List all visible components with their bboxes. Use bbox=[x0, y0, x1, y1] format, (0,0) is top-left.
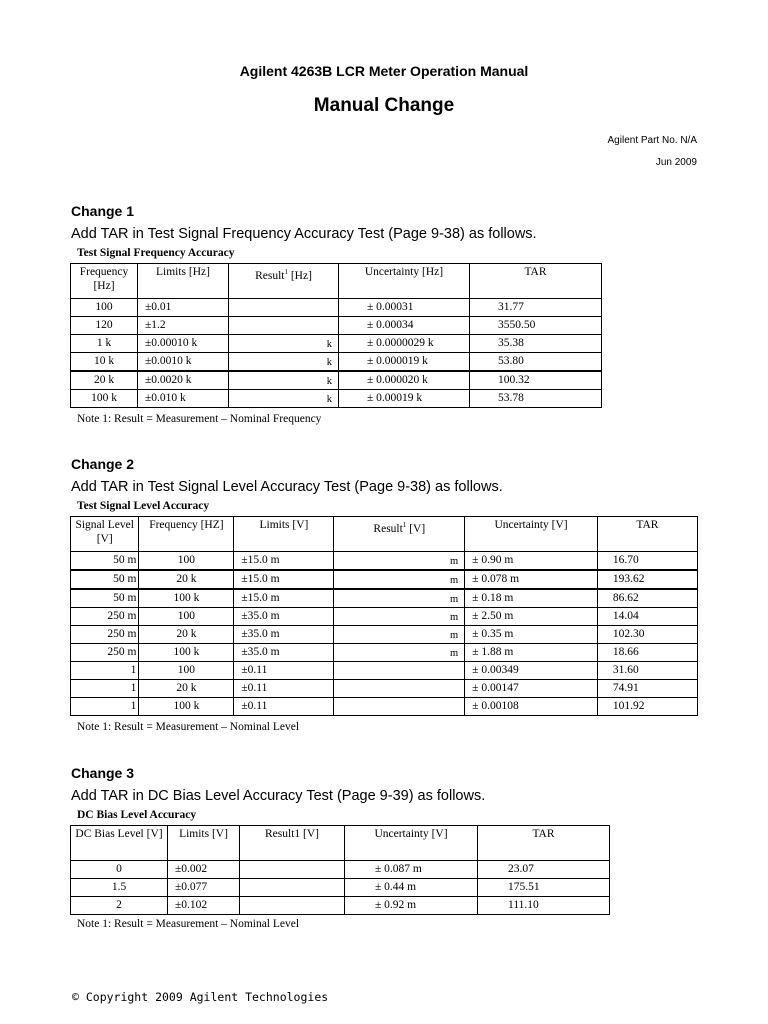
cell-frequency: 100 bbox=[139, 608, 234, 626]
cell-limits: ±0.010 k bbox=[138, 390, 229, 408]
header-result: Result$^1$ [Hz] bbox=[229, 264, 339, 299]
cell-level: 50 m bbox=[71, 570, 139, 589]
cell-result: m bbox=[334, 626, 465, 644]
change-1-description: Add TAR in Test Signal Frequency Accuracy Test (Page 9-38) as follows. bbox=[71, 226, 537, 242]
change-3-description: Add TAR in DC Bias Level Accuracy Test (Page 9-39) as follows. bbox=[71, 788, 486, 804]
cell-tar: 100.32 bbox=[470, 371, 602, 390]
cell-result bbox=[229, 299, 339, 317]
cell-frequency: 100 k bbox=[139, 698, 234, 716]
cell-tar: 35.38 bbox=[470, 335, 602, 353]
table-header-row bbox=[71, 517, 698, 552]
cell-uncertainty: ± 0.00034 bbox=[339, 317, 470, 335]
table-row bbox=[71, 626, 698, 644]
cell-result: k bbox=[229, 371, 339, 390]
cell-frequency: 100 k bbox=[139, 589, 234, 608]
cell-tar: 101.92 bbox=[597, 698, 697, 716]
cell-frequency: 20 k bbox=[139, 626, 234, 644]
table-1-note: Note 1: Result = Measurement – Nominal Frequency bbox=[77, 413, 322, 425]
cell-result: m bbox=[334, 644, 465, 662]
table-1-title: Test Signal Frequency Accuracy bbox=[77, 247, 235, 259]
table-2-note: Note 1: Result = Measurement – Nominal Level bbox=[77, 721, 300, 733]
cell-result bbox=[240, 897, 345, 915]
cell-limits: ±15.0 m bbox=[234, 570, 334, 589]
cell-uncertainty: ± 0.00108 bbox=[465, 698, 598, 716]
document-title: Agilent 4263B LCR Meter Operation Manual bbox=[239, 63, 529, 79]
cell-frequency: 100 k bbox=[71, 390, 138, 408]
table-row bbox=[71, 353, 602, 372]
cell-level: 250 m bbox=[71, 608, 139, 626]
header-limits: Limits [V] bbox=[168, 826, 240, 861]
cell-limits: ±0.11 bbox=[234, 662, 334, 680]
cell-limits: ±0.0020 k bbox=[138, 371, 229, 390]
cell-level: 250 m bbox=[71, 644, 139, 662]
cell-frequency: 20 k bbox=[139, 570, 234, 589]
cell-level: 1.5 bbox=[71, 879, 168, 897]
change-1-heading: Change 1 bbox=[71, 203, 135, 219]
cell-limits: ±0.002 bbox=[168, 861, 240, 879]
table-row bbox=[71, 317, 602, 335]
cell-level: 0 bbox=[71, 861, 168, 879]
cell-result: m bbox=[334, 608, 465, 626]
table-row bbox=[71, 608, 698, 626]
table-row bbox=[71, 371, 602, 390]
cell-result: k bbox=[229, 335, 339, 353]
cell-result: m bbox=[334, 589, 465, 608]
cell-result bbox=[334, 698, 465, 716]
cell-uncertainty: ± 0.00147 bbox=[465, 680, 598, 698]
cell-level: 50 m bbox=[71, 552, 139, 571]
cell-frequency: 120 bbox=[71, 317, 138, 335]
cell-frequency: 10 k bbox=[71, 353, 138, 372]
table-row bbox=[71, 662, 698, 680]
cell-tar: 175.51 bbox=[478, 879, 610, 897]
table-3-title: DC Bias Level Accuracy bbox=[77, 809, 197, 821]
change-3-heading: Change 3 bbox=[71, 765, 135, 781]
cell-limits: ±15.0 m bbox=[234, 589, 334, 608]
cell-uncertainty: ± 0.00019 k bbox=[339, 390, 470, 408]
table-row bbox=[71, 335, 602, 353]
table-row bbox=[71, 299, 602, 317]
cell-uncertainty: ± 0.18 m bbox=[465, 589, 598, 608]
cell-uncertainty: ± 0.35 m bbox=[465, 626, 598, 644]
cell-uncertainty: ± 0.00349 bbox=[465, 662, 598, 680]
table-row bbox=[71, 861, 610, 879]
change-2-description: Add TAR in Test Signal Level Accuracy Test (Page 9-38) as follows. bbox=[71, 479, 503, 495]
cell-uncertainty: ± 0.44 m bbox=[345, 879, 478, 897]
level-accuracy-table bbox=[70, 516, 698, 716]
cell-level: 50 m bbox=[71, 589, 139, 608]
cell-result bbox=[240, 861, 345, 879]
cell-level: 1 bbox=[71, 662, 139, 680]
frequency-accuracy-table bbox=[70, 263, 602, 408]
header-result: Result1 [V] bbox=[240, 826, 345, 861]
header-uncertainty: Uncertainty [V] bbox=[465, 517, 598, 552]
cell-tar: 53.80 bbox=[470, 353, 602, 372]
cell-limits: ±35.0 m bbox=[234, 644, 334, 662]
cell-tar: 111.10 bbox=[478, 897, 610, 915]
cell-tar: 31.77 bbox=[470, 299, 602, 317]
table-row bbox=[71, 390, 602, 408]
header-signal-level: Signal Level [V] bbox=[71, 517, 139, 552]
cell-level: 1 bbox=[71, 698, 139, 716]
cell-uncertainty: ± 0.000019 k bbox=[339, 353, 470, 372]
header-tar: TAR bbox=[597, 517, 697, 552]
header-frequency: Frequency [HZ] bbox=[139, 517, 234, 552]
cell-tar: 14.04 bbox=[597, 608, 697, 626]
cell-limits: ±0.01 bbox=[138, 299, 229, 317]
header-uncertainty: Uncertainty [V] bbox=[345, 826, 478, 861]
table-row bbox=[71, 698, 698, 716]
cell-tar: 102.30 bbox=[597, 626, 697, 644]
header-dc-bias-level: DC Bias Level [V] bbox=[71, 826, 168, 861]
cell-uncertainty: ± 0.078 m bbox=[465, 570, 598, 589]
cell-limits: ±0.0010 k bbox=[138, 353, 229, 372]
cell-limits: ±0.11 bbox=[234, 680, 334, 698]
cell-uncertainty: ± 0.0000029 k bbox=[339, 335, 470, 353]
cell-uncertainty: ± 0.92 m bbox=[345, 897, 478, 915]
cell-frequency: 100 bbox=[139, 552, 234, 571]
cell-frequency: 20 k bbox=[71, 371, 138, 390]
cell-result: m bbox=[334, 570, 465, 589]
cell-uncertainty: ± 0.000020 k bbox=[339, 371, 470, 390]
cell-tar: 74.91 bbox=[597, 680, 697, 698]
cell-tar: 23.07 bbox=[478, 861, 610, 879]
cell-level: 2 bbox=[71, 897, 168, 915]
header-frequency: Frequency [Hz] bbox=[71, 264, 138, 299]
table-row bbox=[71, 680, 698, 698]
cell-level: 1 bbox=[71, 680, 139, 698]
header-limits: Limits [V] bbox=[234, 517, 334, 552]
header-result: Result$^1$ [V] bbox=[334, 517, 465, 552]
cell-limits: ±0.077 bbox=[168, 879, 240, 897]
copyright-notice: © Copyright 2009 Agilent Technologies bbox=[72, 990, 329, 1004]
table-header-row bbox=[71, 264, 602, 299]
change-2-heading: Change 2 bbox=[71, 456, 135, 472]
table-row bbox=[71, 879, 610, 897]
cell-frequency: 100 bbox=[139, 662, 234, 680]
document-date: Jun 2009 bbox=[655, 157, 697, 168]
cell-uncertainty: ± 0.00031 bbox=[339, 299, 470, 317]
table-3-note: Note 1: Result = Measurement – Nominal Level bbox=[77, 918, 300, 930]
cell-tar: 18.66 bbox=[597, 644, 697, 662]
cell-limits: ±35.0 m bbox=[234, 626, 334, 644]
cell-result bbox=[240, 879, 345, 897]
header-limits: Limits [Hz] bbox=[138, 264, 229, 299]
table-row bbox=[71, 552, 698, 571]
table-row bbox=[71, 570, 698, 589]
cell-tar: 3550.50 bbox=[470, 317, 602, 335]
cell-tar: 31.60 bbox=[597, 662, 697, 680]
cell-tar: 16.70 bbox=[597, 552, 697, 571]
cell-result: m bbox=[334, 552, 465, 571]
page-heading: Manual Change bbox=[313, 95, 455, 116]
table-row bbox=[71, 897, 610, 915]
part-number: Agilent Part No. N/A bbox=[607, 135, 697, 146]
cell-level: 250 m bbox=[71, 626, 139, 644]
cell-limits: ±0.00010 k bbox=[138, 335, 229, 353]
cell-result: k bbox=[229, 353, 339, 372]
cell-limits: ±1.2 bbox=[138, 317, 229, 335]
cell-tar: 86.62 bbox=[597, 589, 697, 608]
header-tar: TAR bbox=[470, 264, 602, 299]
table-row bbox=[71, 644, 698, 662]
cell-uncertainty: ± 0.087 m bbox=[345, 861, 478, 879]
cell-frequency: 1 k bbox=[71, 335, 138, 353]
header-tar: TAR bbox=[478, 826, 610, 861]
header-uncertainty: Uncertainty [Hz] bbox=[339, 264, 470, 299]
cell-limits: ±0.11 bbox=[234, 698, 334, 716]
cell-result bbox=[334, 662, 465, 680]
cell-uncertainty: ± 2.50 m bbox=[465, 608, 598, 626]
cell-result bbox=[229, 317, 339, 335]
table-2-title: Test Signal Level Accuracy bbox=[77, 500, 210, 512]
cell-frequency: 100 k bbox=[139, 644, 234, 662]
dc-bias-accuracy-table bbox=[70, 825, 610, 915]
cell-result: k bbox=[229, 390, 339, 408]
cell-uncertainty: ± 0.90 m bbox=[465, 552, 598, 571]
cell-result bbox=[334, 680, 465, 698]
cell-tar: 193.62 bbox=[597, 570, 697, 589]
table-row bbox=[71, 589, 698, 608]
cell-tar: 53.78 bbox=[470, 390, 602, 408]
table-header-row bbox=[71, 826, 610, 861]
cell-limits: ±15.0 m bbox=[234, 552, 334, 571]
cell-uncertainty: ± 1.88 m bbox=[465, 644, 598, 662]
cell-limits: ±0.102 bbox=[168, 897, 240, 915]
cell-frequency: 100 bbox=[71, 299, 138, 317]
cell-frequency: 20 k bbox=[139, 680, 234, 698]
cell-limits: ±35.0 m bbox=[234, 608, 334, 626]
